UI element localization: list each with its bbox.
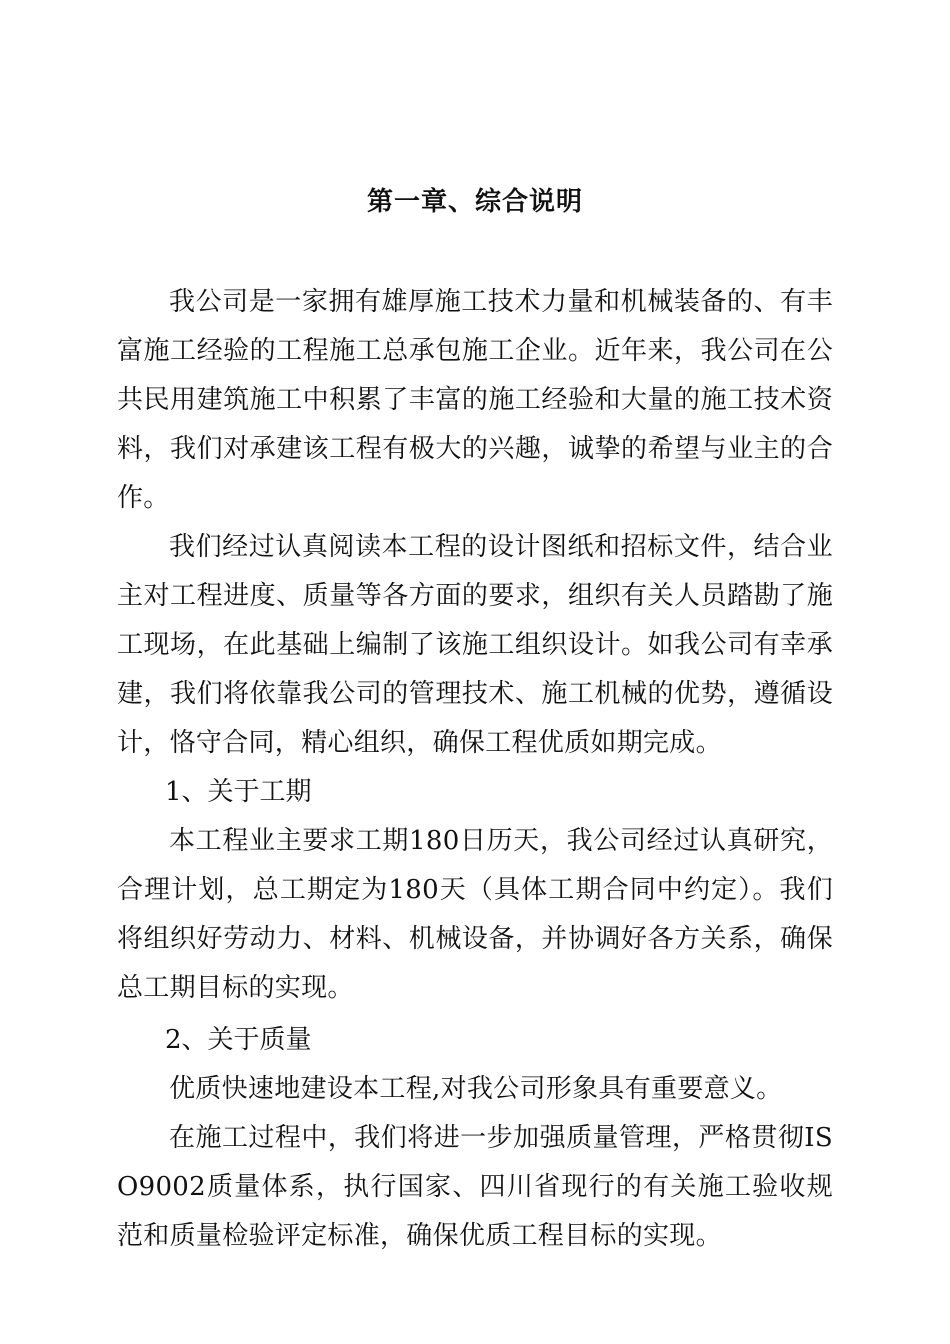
paragraph-quality-significance: 优质快速地建设本工程,对我公司形象具有重要意义。	[169, 1074, 783, 1104]
section-heading-schedule: 1、关于工期	[165, 777, 312, 807]
chapter-title: 第一章、综合说明	[366, 187, 583, 217]
paragraph-company-intro: 我公司是一家拥有雄厚施工技术力量和机械装备的、有丰富施工经验的工程施工总承包施工企业。近年来，我公司在公共民用建筑施工中积累了丰富的施工经验和大量的施工技术资料，我们对承建该工程有极大的兴趣，诚挚的希望与业主的合作。	[117, 287, 833, 513]
paragraph-design-basis: 我们经过认真阅读本工程的设计图纸和招标文件，结合业主对工程进度、质量等各方面的要求，组织有关人员踏勘了施工现场，在此基础上编制了该施工组织设计。如我公司有幸承建，我们将依靠我公司的管理技术、施工机械的优势，遵循设计，恪守合同，精心组织，确保工程优质如期完成。	[117, 532, 833, 758]
document-body	[117, 278, 833, 1261]
section-heading-quality: 2、关于质量	[165, 1025, 312, 1055]
paragraph-schedule: 本工程业主要求工期180日历天，我公司经过认真研究，合理计划，总工期定为180天（具体工期合同中约定）。我们将组织好劳动力、材料、机械设备，并协调好各方关系，确保总工期目标的实现。	[117, 826, 833, 1003]
paragraph-quality-management: 在施工过程中，我们将进一步加强质量管理，严格贯彻ISO9002质量体系，执行国家、四川省现行的有关施工验收规范和质量检验评定标准，确保优质工程目标的实现。	[117, 1123, 833, 1251]
